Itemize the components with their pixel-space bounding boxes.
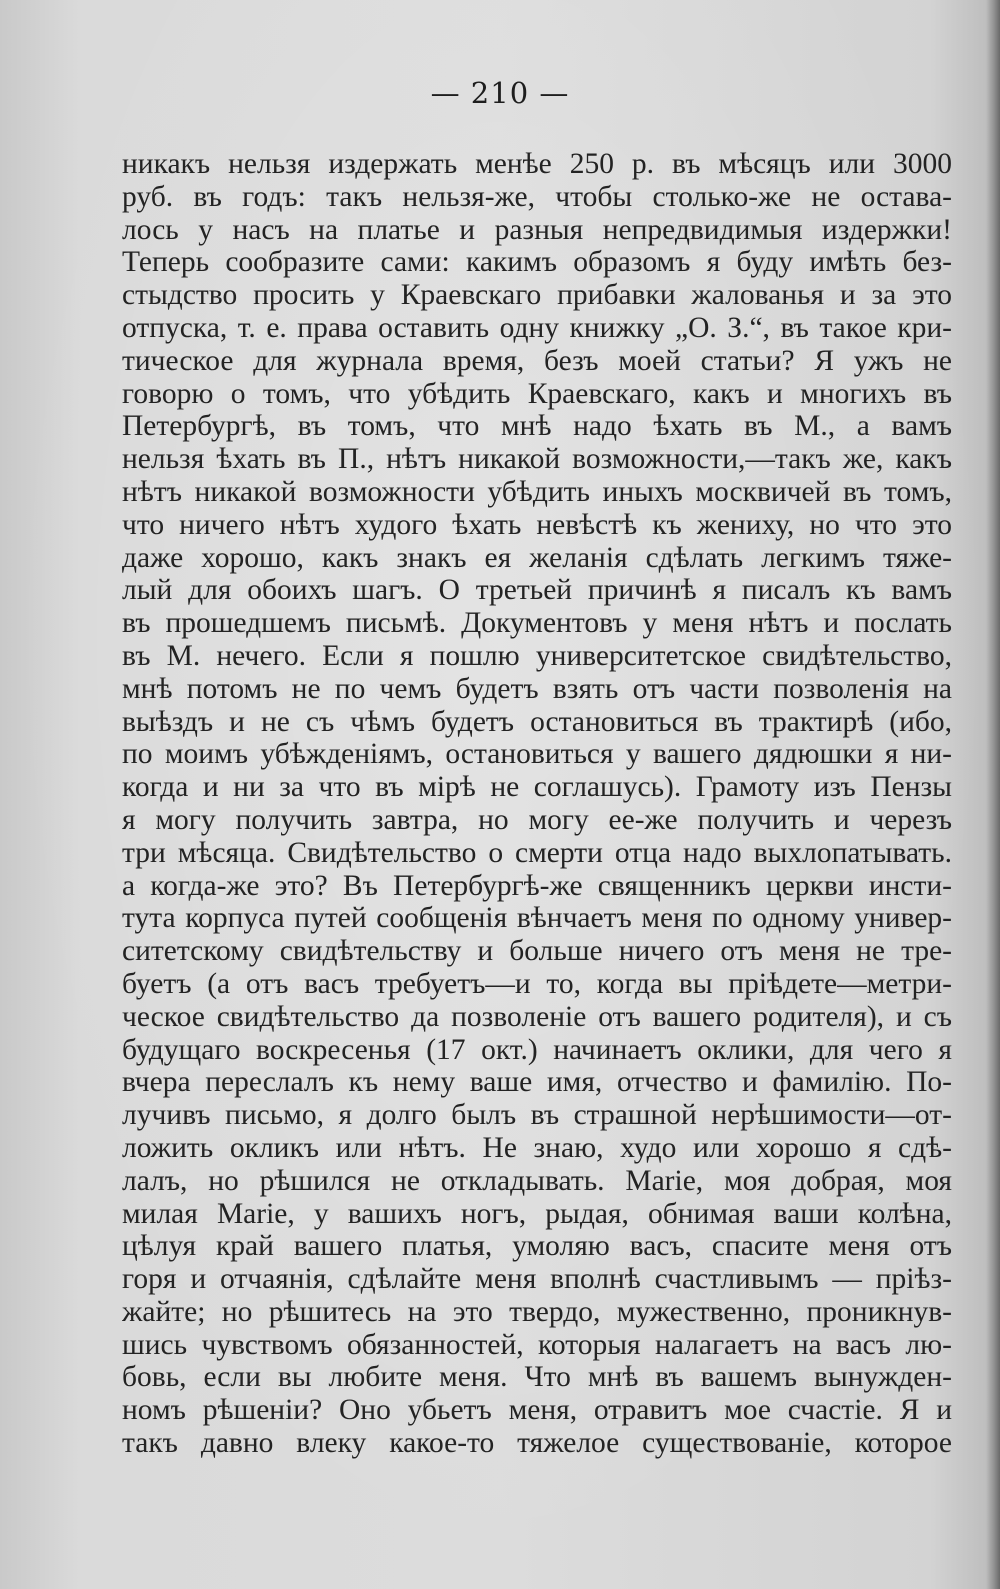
text-line: мнѣ потомъ не по чемъ будетъ взять отъ части позволенія на [122,672,952,705]
text-line: будущаго воскресенья (17 окт.) начинаетъ оклики, для чего я [122,1033,952,1066]
text-line: стыдство просить у Краевскаго прибавки жалованья и за это [122,279,952,312]
text-line: а когда-же это? Въ Петербургѣ-же священникъ церкви инсти- [122,869,952,902]
text-line: говорю о томъ, что убѣдить Краевскаго, какъ и многихъ въ [122,377,952,410]
text-line: Теперь сообразите сами: какимъ образомъ я буду имѣть без- [122,246,952,279]
text-line: когда и ни за что въ мірѣ не соглашусь). Грамоту изъ Пензы [122,771,952,804]
text-line: въ прошедшемъ письмѣ. Документовъ у меня нѣтъ и послать [122,607,952,640]
text-line: нѣтъ никакой возможности убѣдить иныхъ москвичей въ томъ, [122,475,952,508]
text-line: горя и отчаянія, сдѣлайте меня вполнѣ счастливымъ — пріѣз- [122,1263,952,1296]
text-line: въ М. нечего. Если я пошлю университетское свидѣтельство, [122,639,952,672]
text-line: никакъ нельзя издержать менѣе 250 р. въ мѣсяцъ или 3000 [122,148,952,180]
text-line: даже хорошо, какъ знакъ ея желанія сдѣлать легкимъ тяже- [122,541,952,574]
text-line: буетъ (а отъ васъ требуетъ—и то, когда вы пріѣдете—метри- [122,967,952,1000]
text-line: лось у насъ на платье и разныя непредвидимыя издержки! [122,213,952,246]
text-line: три мѣсяца. Свидѣтельство о смерти отца надо выхлопатывать. [122,836,952,869]
page-edge-shadow [986,0,1000,1589]
text-line: вчера переслалъ къ нему ваше имя, отчество и фамилію. По- [122,1066,952,1099]
text-line: руб. въ годъ: такъ нельзя-же, чтобы столько-же не остава- [122,180,952,213]
text-line: ложить окликъ или нѣтъ. Не знаю, худо или хорошо я сдѣ- [122,1131,952,1164]
text-line: тическое для журнала время, безъ моей статьи? Я ужъ не [122,344,952,377]
text-line: тута корпуса путей сообщенія вѣнчаетъ меня по одному универ- [122,902,952,935]
text-line: шись чувствомъ обязанностей, которыя налагаетъ на васъ лю- [122,1328,952,1361]
text-line: Петербургѣ, въ томъ, что мнѣ надо ѣхать въ М., а вамъ [122,410,952,443]
text-line: выѣздъ и не съ чѣмъ будетъ остановиться въ трактирѣ (ибо, [122,705,952,738]
text-line: нельзя ѣхать въ П., нѣтъ никакой возможности,—такъ же, какъ [122,443,952,476]
text-line: жайте; но рѣшитесь на это твердо, мужественно, проникнув- [122,1295,952,1328]
text-line: номъ рѣшеніи? Оно убьетъ меня, отравитъ мое счастіе. Я и [122,1394,952,1427]
text-line: отпуска, т. е. права оставить одну книжку „О. З.“, въ такое кри- [122,311,952,344]
text-line: что ничего нѣтъ худого ѣхать невѣстѣ къ жениху, но что это [122,508,952,541]
text-line: бовь, если вы любите меня. Что мнѣ въ вашемъ вынужден- [122,1361,952,1394]
text-line: ческое свидѣтельство да позволеніе отъ вашего родителя), и съ [122,1000,952,1033]
text-line: милая Marie, у вашихъ ногъ, рыдая, обнимая ваши колѣна, [122,1197,952,1230]
page-number: — 210 — [430,76,570,110]
text-line: лый для обоихъ шагъ. О третьей причинѣ я писалъ къ вамъ [122,574,952,607]
text-line: ситетскому свидѣтельству и больше ничего отъ меня не тре- [122,935,952,968]
text-line: лалъ, но рѣшился не откладывать. Marie, моя добрая, моя [122,1164,952,1197]
text-line: по моимъ убѣжденіямъ, остановиться у вашего дядюшки я ни- [122,738,952,771]
text-line: такъ давно влеку какое-то тяжелое существованіе, которое [122,1427,952,1460]
text-line: я могу получить завтра, но могу ее-же получить и черезъ [122,803,952,836]
body-text [122,148,952,1460]
text-line: лучивъ письмо, я долго былъ въ страшной нерѣшимости—от- [122,1099,952,1132]
text-line: цѣлуя край вашего платья, умоляю васъ, спасите меня отъ [122,1230,952,1263]
